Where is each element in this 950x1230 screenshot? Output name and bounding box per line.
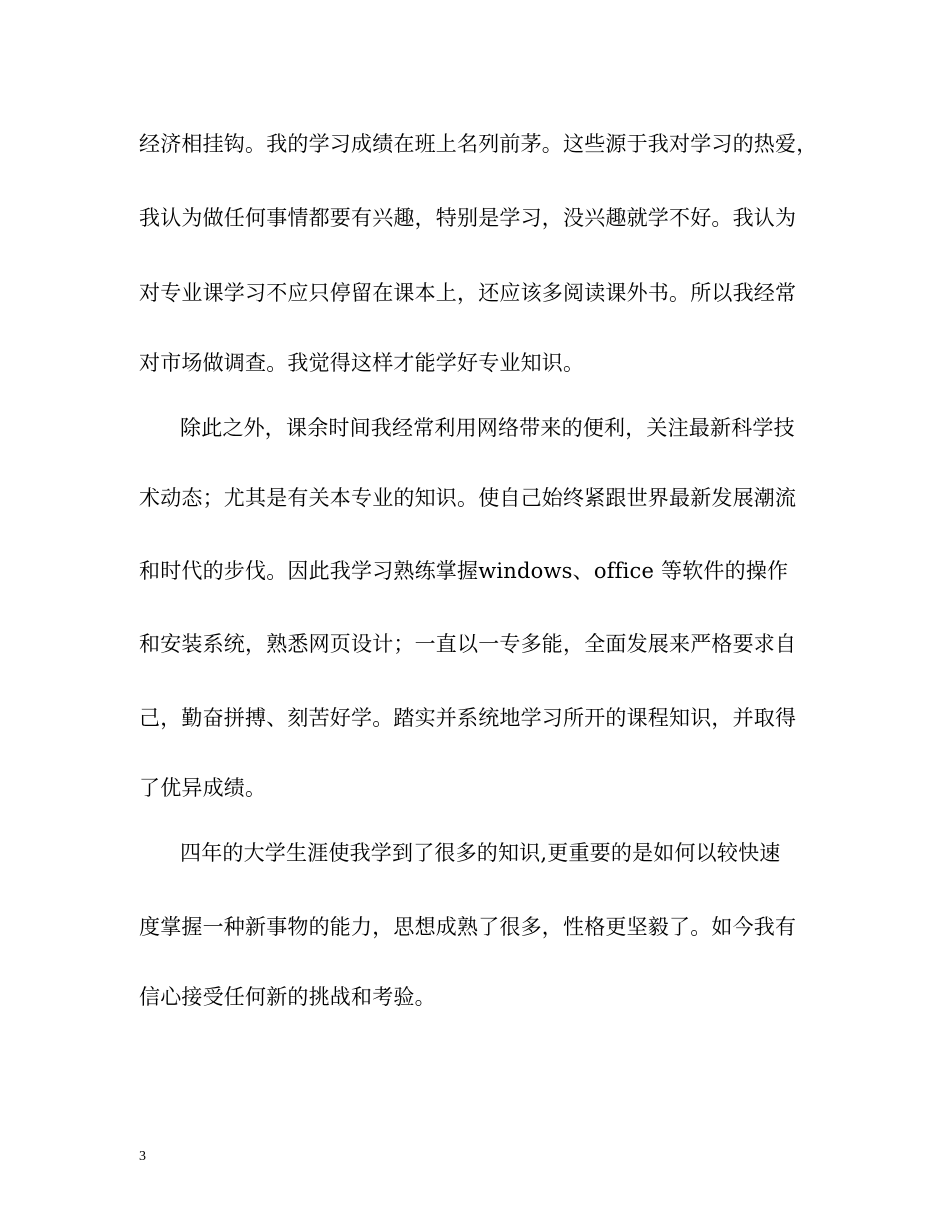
paragraph-2-line-2: 术动态；尤其是有关本专业的知识。使自己始终紧跟世界最新发展潮流 [139, 486, 797, 510]
paragraph-1-line-2: 我认为做任何事情都要有兴趣，特别是学习，没兴趣就学不好。我认为 [139, 206, 797, 230]
paragraph-2-line-4: 和安装系统，熟悉网页设计；一直以一专多能，全面发展来严格要求自 [139, 632, 797, 656]
paragraph-1-line-1: 经济相挂钩。我的学习成绩在班上名列前茅。这些源于我对学习的热爱， [139, 132, 818, 156]
paragraph-3-line-1: 四年的大学生涯使我学到了很多的知识,更重要的是如何以较快速 [180, 841, 781, 865]
paragraph-1-line-4: 对市场做调查。我觉得这样才能学好专业知识。 [139, 351, 585, 375]
paragraph-3-line-3: 信心接受任何新的挑战和考验。 [139, 985, 436, 1009]
paragraph-2-line-6: 了优异成绩。 [139, 776, 267, 800]
paragraph-3-line-2: 度掌握一种新事物的能力，思想成熟了很多，性格更坚毅了。如今我有 [139, 915, 797, 939]
page-number: 3 [139, 1149, 146, 1164]
paragraph-2-line-3: 和时代的步伐。因此我学习熟练掌握windows、office 等软件的操作 [139, 559, 789, 583]
paragraph-2-line-1: 除此之外，课余时间我经常利用网络带来的便利，关注最新科学技 [180, 416, 795, 440]
paragraph-2-line-5: 己，勤奋拼搏、刻苦好学。踏实并系统地学习所开的课程知识，并取得 [139, 706, 797, 730]
paragraph-1-line-3: 对专业课学习不应只停留在课本上，还应该多阅读课外书。所以我经常 [139, 281, 797, 305]
